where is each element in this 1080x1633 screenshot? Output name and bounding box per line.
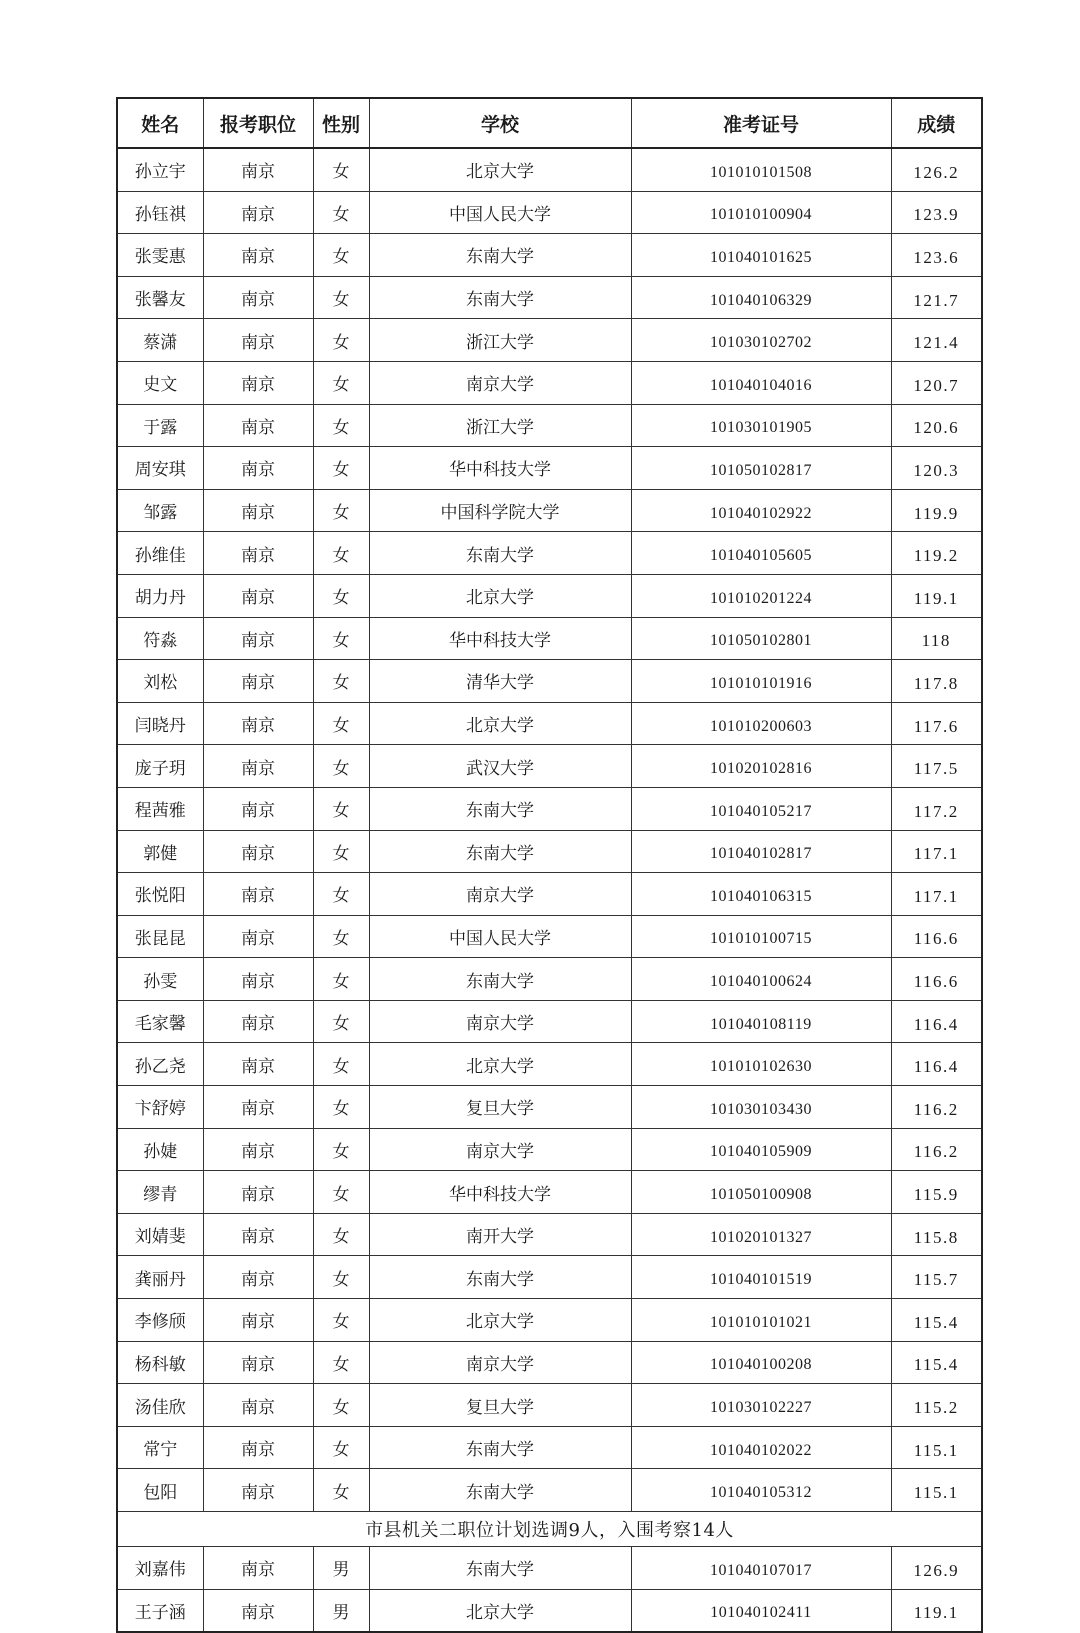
- exam-number-cell: 101040100208: [631, 1341, 891, 1384]
- school-cell: 武汉大学: [369, 745, 631, 788]
- score-cell: 115.8: [891, 1213, 982, 1256]
- table-row: [117, 915, 982, 958]
- table-row: [117, 1043, 982, 1086]
- name-cell: 孙立宇: [117, 148, 203, 191]
- table-row: [117, 276, 982, 319]
- school-cell: 南京大学: [369, 1000, 631, 1043]
- position-cell: 南京: [203, 361, 313, 404]
- name-cell: 孙婕: [117, 1128, 203, 1171]
- exam-number-cell: 101040102817: [631, 830, 891, 873]
- exam-number-cell: 101010101916: [631, 660, 891, 703]
- exam-number-cell: 101010100715: [631, 915, 891, 958]
- table-row: [117, 1000, 982, 1043]
- score-cell: 117.1: [891, 830, 982, 873]
- table-row: [117, 1589, 982, 1632]
- school-cell: 东南大学: [369, 787, 631, 830]
- name-cell: 刘嘉伟: [117, 1547, 203, 1590]
- score-cell: 126.9: [891, 1547, 982, 1590]
- score-cell: 126.2: [891, 148, 982, 191]
- position-cell: 南京: [203, 1256, 313, 1299]
- gender-cell: 女: [313, 404, 369, 447]
- school-cell: 东南大学: [369, 234, 631, 277]
- exam-number-cell: 101050102817: [631, 447, 891, 490]
- score-cell: 123.9: [891, 191, 982, 234]
- score-cell: 116.4: [891, 1000, 982, 1043]
- exam-number-cell: 101040106329: [631, 276, 891, 319]
- table-row: [117, 617, 982, 660]
- name-cell: 汤佳欣: [117, 1384, 203, 1427]
- name-cell: 符淼: [117, 617, 203, 660]
- name-cell: 刘松: [117, 660, 203, 703]
- gender-cell: 女: [313, 234, 369, 277]
- position-cell: 南京: [203, 532, 313, 575]
- school-cell: 东南大学: [369, 1469, 631, 1512]
- score-table: [116, 97, 983, 1633]
- header-exam-number: 准考证号: [631, 98, 891, 148]
- name-cell: 张雯惠: [117, 234, 203, 277]
- position-cell: 南京: [203, 1171, 313, 1214]
- score-cell: 117.5: [891, 745, 982, 788]
- table-row: [117, 1341, 982, 1384]
- table-row: [117, 745, 982, 788]
- section-title: 市县机关二职位计划选调9人，入围考察14人: [117, 1512, 982, 1547]
- exam-number-cell: 101010101021: [631, 1299, 891, 1342]
- gender-cell: 女: [313, 1299, 369, 1342]
- exam-number-cell: 101010102630: [631, 1043, 891, 1086]
- exam-number-cell: 101040101625: [631, 234, 891, 277]
- score-cell: 119.9: [891, 489, 982, 532]
- table-row: [117, 702, 982, 745]
- score-cell: 115.9: [891, 1171, 982, 1214]
- exam-number-cell: 101030102702: [631, 319, 891, 362]
- position-cell: 南京: [203, 447, 313, 490]
- name-cell: 孙维佳: [117, 532, 203, 575]
- score-cell: 116.2: [891, 1086, 982, 1129]
- position-cell: 南京: [203, 1299, 313, 1342]
- exam-number-cell: 101040105217: [631, 787, 891, 830]
- table-row: [117, 234, 982, 277]
- position-cell: 南京: [203, 276, 313, 319]
- score-cell: 116.6: [891, 958, 982, 1001]
- school-cell: 北京大学: [369, 1589, 631, 1632]
- position-cell: 南京: [203, 745, 313, 788]
- score-cell: 120.3: [891, 447, 982, 490]
- gender-cell: 女: [313, 319, 369, 362]
- table-row: [117, 1426, 982, 1469]
- gender-cell: 女: [313, 787, 369, 830]
- score-cell: 119.1: [891, 1589, 982, 1632]
- score-cell: 120.6: [891, 404, 982, 447]
- gender-cell: 女: [313, 830, 369, 873]
- school-cell: 华中科技大学: [369, 447, 631, 490]
- school-cell: 东南大学: [369, 958, 631, 1001]
- school-cell: 东南大学: [369, 1426, 631, 1469]
- gender-cell: 女: [313, 958, 369, 1001]
- exam-number-cell: 101030102227: [631, 1384, 891, 1427]
- name-cell: 王子涵: [117, 1589, 203, 1632]
- table-row: [117, 873, 982, 916]
- table-row: [117, 787, 982, 830]
- school-cell: 东南大学: [369, 830, 631, 873]
- position-cell: 南京: [203, 787, 313, 830]
- gender-cell: 女: [313, 1469, 369, 1512]
- school-cell: 北京大学: [369, 574, 631, 617]
- position-cell: 南京: [203, 1547, 313, 1590]
- name-cell: 邹露: [117, 489, 203, 532]
- score-cell: 123.6: [891, 234, 982, 277]
- name-cell: 包阳: [117, 1469, 203, 1512]
- position-cell: 南京: [203, 489, 313, 532]
- gender-cell: 女: [313, 1086, 369, 1129]
- name-cell: 李修颀: [117, 1299, 203, 1342]
- position-cell: 南京: [203, 319, 313, 362]
- name-cell: 蔡潇: [117, 319, 203, 362]
- table-row: [117, 1299, 982, 1342]
- table-row: [117, 1128, 982, 1171]
- position-cell: 南京: [203, 404, 313, 447]
- exam-number-cell: 101040102922: [631, 489, 891, 532]
- section-row: [117, 1512, 982, 1547]
- score-cell: 119.1: [891, 574, 982, 617]
- header-position: 报考职位: [203, 98, 313, 148]
- position-cell: 南京: [203, 148, 313, 191]
- score-cell: 116.4: [891, 1043, 982, 1086]
- table-row: [117, 1171, 982, 1214]
- school-cell: 复旦大学: [369, 1384, 631, 1427]
- gender-cell: 男: [313, 1547, 369, 1590]
- score-cell: 117.8: [891, 660, 982, 703]
- header-name: 姓名: [117, 98, 203, 148]
- gender-cell: 女: [313, 745, 369, 788]
- gender-cell: 女: [313, 915, 369, 958]
- gender-cell: 女: [313, 1213, 369, 1256]
- position-cell: 南京: [203, 1043, 313, 1086]
- exam-number-cell: 101040102411: [631, 1589, 891, 1632]
- school-cell: 清华大学: [369, 660, 631, 703]
- score-cell: 121.4: [891, 319, 982, 362]
- school-cell: 华中科技大学: [369, 1171, 631, 1214]
- exam-number-cell: 101050102801: [631, 617, 891, 660]
- exam-number-cell: 101040101519: [631, 1256, 891, 1299]
- header-gender: 性别: [313, 98, 369, 148]
- table-row: [117, 574, 982, 617]
- table-row: [117, 404, 982, 447]
- name-cell: 卞舒婷: [117, 1086, 203, 1129]
- table-row: [117, 1469, 982, 1512]
- score-cell: 118: [891, 617, 982, 660]
- table-body: [117, 148, 982, 1632]
- position-cell: 南京: [203, 1086, 313, 1129]
- exam-number-cell: 101040105909: [631, 1128, 891, 1171]
- position-cell: 南京: [203, 915, 313, 958]
- table-header: [117, 98, 982, 148]
- name-cell: 周安琪: [117, 447, 203, 490]
- position-cell: 南京: [203, 1589, 313, 1632]
- exam-number-cell: 101040108119: [631, 1000, 891, 1043]
- exam-number-cell: 101040102022: [631, 1426, 891, 1469]
- school-cell: 复旦大学: [369, 1086, 631, 1129]
- gender-cell: 女: [313, 1341, 369, 1384]
- gender-cell: 女: [313, 191, 369, 234]
- table-row: [117, 319, 982, 362]
- gender-cell: 男: [313, 1589, 369, 1632]
- score-cell: 115.4: [891, 1341, 982, 1384]
- position-cell: 南京: [203, 660, 313, 703]
- score-cell: 117.1: [891, 873, 982, 916]
- gender-cell: 女: [313, 532, 369, 575]
- name-cell: 程茜雅: [117, 787, 203, 830]
- position-cell: 南京: [203, 1000, 313, 1043]
- score-cell: 116.6: [891, 915, 982, 958]
- school-cell: 北京大学: [369, 702, 631, 745]
- score-cell: 116.2: [891, 1128, 982, 1171]
- exam-number-cell: 101040105312: [631, 1469, 891, 1512]
- table-row: [117, 148, 982, 191]
- gender-cell: 女: [313, 1043, 369, 1086]
- position-cell: 南京: [203, 574, 313, 617]
- table-row: [117, 830, 982, 873]
- name-cell: 龚丽丹: [117, 1256, 203, 1299]
- position-cell: 南京: [203, 191, 313, 234]
- school-cell: 浙江大学: [369, 319, 631, 362]
- exam-number-cell: 101050100908: [631, 1171, 891, 1214]
- school-cell: 南京大学: [369, 361, 631, 404]
- score-cell: 115.1: [891, 1469, 982, 1512]
- school-cell: 南京大学: [369, 1341, 631, 1384]
- position-cell: 南京: [203, 873, 313, 916]
- position-cell: 南京: [203, 958, 313, 1001]
- name-cell: 杨科敏: [117, 1341, 203, 1384]
- school-cell: 中国人民大学: [369, 915, 631, 958]
- exam-number-cell: 101010100904: [631, 191, 891, 234]
- name-cell: 张馨友: [117, 276, 203, 319]
- name-cell: 于露: [117, 404, 203, 447]
- gender-cell: 女: [313, 1256, 369, 1299]
- name-cell: 孙钰祺: [117, 191, 203, 234]
- exam-number-cell: 101040100624: [631, 958, 891, 1001]
- school-cell: 东南大学: [369, 276, 631, 319]
- gender-cell: 女: [313, 447, 369, 490]
- table-row: [117, 489, 982, 532]
- table-row: [117, 958, 982, 1001]
- score-cell: 115.7: [891, 1256, 982, 1299]
- school-cell: 东南大学: [369, 1256, 631, 1299]
- school-cell: 东南大学: [369, 1547, 631, 1590]
- position-cell: 南京: [203, 234, 313, 277]
- school-cell: 中国科学院大学: [369, 489, 631, 532]
- score-cell: 115.4: [891, 1299, 982, 1342]
- table-row: [117, 1384, 982, 1427]
- name-cell: 刘婧斐: [117, 1213, 203, 1256]
- name-cell: 史文: [117, 361, 203, 404]
- table-row: [117, 361, 982, 404]
- gender-cell: 女: [313, 617, 369, 660]
- table-row: [117, 660, 982, 703]
- gender-cell: 女: [313, 1171, 369, 1214]
- school-cell: 中国人民大学: [369, 191, 631, 234]
- exam-number-cell: 101010101508: [631, 148, 891, 191]
- position-cell: 南京: [203, 617, 313, 660]
- school-cell: 北京大学: [369, 1299, 631, 1342]
- school-cell: 北京大学: [369, 148, 631, 191]
- table-row: [117, 1213, 982, 1256]
- exam-number-cell: 101040104016: [631, 361, 891, 404]
- score-cell: 120.7: [891, 361, 982, 404]
- gender-cell: 女: [313, 873, 369, 916]
- position-cell: 南京: [203, 1384, 313, 1427]
- school-cell: 北京大学: [369, 1043, 631, 1086]
- position-cell: 南京: [203, 1426, 313, 1469]
- gender-cell: 女: [313, 361, 369, 404]
- position-cell: 南京: [203, 1213, 313, 1256]
- name-cell: 张昆昆: [117, 915, 203, 958]
- position-cell: 南京: [203, 830, 313, 873]
- school-cell: 华中科技大学: [369, 617, 631, 660]
- score-cell: 115.2: [891, 1384, 982, 1427]
- score-cell: 115.1: [891, 1426, 982, 1469]
- name-cell: 郭健: [117, 830, 203, 873]
- exam-number-cell: 101040105605: [631, 532, 891, 575]
- position-cell: 南京: [203, 1128, 313, 1171]
- table-row: [117, 1256, 982, 1299]
- name-cell: 孙乙尧: [117, 1043, 203, 1086]
- gender-cell: 女: [313, 702, 369, 745]
- name-cell: 缪青: [117, 1171, 203, 1214]
- score-cell: 121.7: [891, 276, 982, 319]
- header-row: [117, 98, 982, 148]
- exam-number-cell: 101010201224: [631, 574, 891, 617]
- table-row: [117, 532, 982, 575]
- table-row: [117, 1547, 982, 1590]
- name-cell: 庞子玥: [117, 745, 203, 788]
- exam-number-cell: 101040107017: [631, 1547, 891, 1590]
- gender-cell: 女: [313, 574, 369, 617]
- position-cell: 南京: [203, 1341, 313, 1384]
- gender-cell: 女: [313, 1128, 369, 1171]
- name-cell: 孙雯: [117, 958, 203, 1001]
- exam-number-cell: 101040106315: [631, 873, 891, 916]
- header-score: 成绩: [891, 98, 982, 148]
- exam-number-cell: 101030101905: [631, 404, 891, 447]
- school-cell: 南京大学: [369, 1128, 631, 1171]
- exam-number-cell: 101030103430: [631, 1086, 891, 1129]
- score-cell: 117.2: [891, 787, 982, 830]
- gender-cell: 女: [313, 489, 369, 532]
- gender-cell: 女: [313, 276, 369, 319]
- gender-cell: 女: [313, 1426, 369, 1469]
- position-cell: 南京: [203, 1469, 313, 1512]
- school-cell: 东南大学: [369, 532, 631, 575]
- score-cell: 119.2: [891, 532, 982, 575]
- table-row: [117, 447, 982, 490]
- gender-cell: 女: [313, 1000, 369, 1043]
- school-cell: 南开大学: [369, 1213, 631, 1256]
- table-row: [117, 191, 982, 234]
- exam-number-cell: 101020101327: [631, 1213, 891, 1256]
- name-cell: 张悦阳: [117, 873, 203, 916]
- name-cell: 毛家馨: [117, 1000, 203, 1043]
- table-row: [117, 1086, 982, 1129]
- position-cell: 南京: [203, 702, 313, 745]
- school-cell: 浙江大学: [369, 404, 631, 447]
- name-cell: 常宁: [117, 1426, 203, 1469]
- exam-number-cell: 101020102816: [631, 745, 891, 788]
- school-cell: 南京大学: [369, 873, 631, 916]
- score-cell: 117.6: [891, 702, 982, 745]
- gender-cell: 女: [313, 660, 369, 703]
- name-cell: 闫晓丹: [117, 702, 203, 745]
- exam-number-cell: 101010200603: [631, 702, 891, 745]
- gender-cell: 女: [313, 148, 369, 191]
- gender-cell: 女: [313, 1384, 369, 1427]
- name-cell: 胡力丹: [117, 574, 203, 617]
- header-school: 学校: [369, 98, 631, 148]
